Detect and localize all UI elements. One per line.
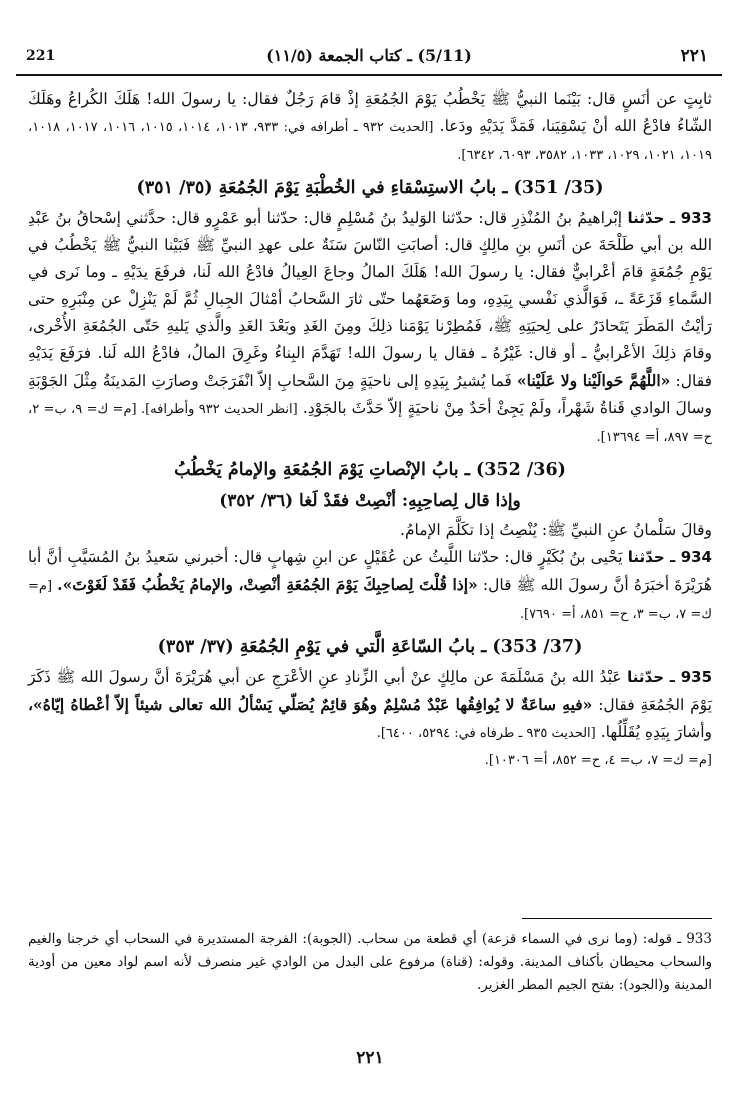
salman-report: وقالَ سَلْمانُ عنِ النبيِّ ﷺ: يُنْصِتُ إذا تكَلَّمَ الإمامُ. [400, 521, 712, 539]
hadith-934-number: 934 ـ حدّثنا [627, 548, 712, 566]
hadith-932-reference: [الحديث ٩٣٢ ـ أطرافه في: ٩٣٣، ١٠١٣، ١٠١٤، ١٠١٥، ١٠١٦، ١٠١٧، ١٠١٨، ١٠١٩، ١٠٢١، ١٠٢٩، ١٠٣٣، ٣٥٨٢، ٦٠٩٣، ٦٣٤٢]. [28, 120, 712, 163]
chapter-heading-352-subtitle: وإذا قال لِصاحِبِهِ: أنْصِتْ فقَدْ لَغا (٣٦/ ٣٥٢) [219, 491, 521, 511]
hadith-934-quote: «إذا قُلْتَ لِصاحِبِكَ يَوْمَ الجُمُعَةِ أنْصِتْ، والإمامُ يَخْطُبُ فَقَدْ لَغَوْتَ». [57, 575, 478, 594]
hadith-935-quote: «فيهِ ساعَةٌ لا يُوافِقُها عَبْدٌ مُسْلِمٌ وهُوَ قائِمٌ يُصَلّي يَسْألُ الله تعالى شيئاً إلاّ أعْطاهُ إيّاهُ»، [28, 695, 593, 714]
hadith-933-text: إبْراهيمُ بنُ المُنْذِرِ قال: حدّثنا الوَليدُ بنُ مُسْلِمٍ قال: حدّثنا أبو عَمْرٍو قال: حدَّثني إسْحاقُ بنُ عَبْدِ الله بن أبي طَلْحَةَ عن أنَسِ بنِ مالِكٍ قال: أصابَتِ النّاسَ سَنَةٌ على عهدِ النبيِّ ﷺ فَبَيْنا النبيُّ ﷺ يَخْطُبُ في يَوْمِ جُمُعَةٍ قامَ أعْرابيٌّ فقال: يا رسولَ الله! هَلَكَ المالُ وجاعَ العِيالُ فادْعُ الله لَنا، فرفَعَ يدَيْهِ ـ وما نَرى في السَّماءِ قَزَعَةً ـ، فَوَالَّذي نَفْسي بِيَدِهِ، وما وَضَعَهُما حتّى ثارَ السَّحابُ أمْثالَ الجِبالِ ثُمَّ لَمْ يَنْزِلْ عن مِنْبَرِهِ حتى رَأيْتُ المَطَرَ يَتَحادَرُ على لِحيَتِهِ ﷺ، فَمُطِرْنا يَوْمَنا ذلِكَ ومِنَ الغَدِ وبَعْدَ الغَدِ والَّذي يَليهِ حَتّى الجُمُعَةِ الأُخْرى، وقامَ ذلِكَ الأعْرابيُّ ـ أو قال: غَيْرُهُ ـ فقال يا رسولَ الله! تَهَدَّمَ البِناءُ وغَرِقَ المالُ، فادْعُ الله لَنا. فرَفَعَ يَدَيْهِ فقال: [28, 209, 712, 390]
chapter-heading-352: (36/ 352) ـ بابُ الإنْصاتِ يَوْمَ الجُمُعَةِ والإمامُ يَخْطُبُ [174, 460, 566, 480]
page-number-footer: ٢٢١ [356, 1048, 384, 1068]
hadith-934-text: يَحْيى بنُ بُكَيْرٍ قال: حدّثنا اللَّيثُ عن عُقَيْلٍ عن ابنِ شِهابٍ قال: أخبرني سَعيدُ بنُ المُسَيَّبِ أنَّ أبا هُرَيْرَةَ أخبَرَهُ أنَّ رسولَ الله ﷺ قال: [28, 548, 712, 594]
paragraph-hadith-933 [28, 205, 712, 451]
hadith-934-reference: [م= ك= ٧، ب= ٣، ح= ٨٥١، أ= ٧٦٩٠]. [28, 579, 712, 622]
page-header [16, 40, 722, 76]
hadith-935-text: عَبْدُ الله بنُ مَسْلَمَةَ عن مالِكٍ عنْ أبي الزِّنادِ عنِ الأعْرَجِ عن أبي هُرَيْرَةَ أنَّ رسولَ الله ﷺ ذَكَرَ يَوْمَ الجُمُعَةِ فقال: [28, 668, 712, 714]
header-page-number-latin: 221 [26, 48, 56, 64]
hadith-935-number: 935 ـ حدّثنا [627, 668, 713, 686]
header-page-number-arabic: ٢٢١ [680, 46, 708, 66]
hadith-932-text: ثابِتٍ عن أنَسٍ قال: بَيْنَما النبيُّ ﷺ يَخْطُبُ يَوْمَ الجُمُعَةِ إذْ قامَ رَجُلٌ فقال: يا رسولَ الله! هَلَكَ الكُراعُ وهَلَكَ الشّاءُ فادْعُ الله أنْ يَسْقِيَنا، فَمَدَّ يَدَيْهِ ودَعا. [28, 90, 713, 135]
footnote-divider [522, 918, 712, 919]
paragraph-hadith-934 [28, 544, 712, 628]
main-text [28, 86, 712, 774]
hadith-933-reference: [انظر الحديث ٩٣٢ وأطرافه]. [م= ك= ٩، ب= ٢، ح= ٨٩٧، أ= ١٣٦٩٤]. [28, 402, 712, 445]
paragraph-hadith-932-end [28, 86, 712, 169]
header-chapter-title: (5/11) ـ كتاب الجمعة (١١/٥) [266, 46, 472, 65]
hadith-933-text-continued: فَما يُشيرُ بِيَدِهِ إلى ناحيَةٍ مِنَ السَّحابِ إلاّ انْفَرَجَتْ وصارَتِ المَدينَةُ مِثْلَ الجَوْبَةِ وسالَ الوادي قَناةُ شَهْراً، ولَمْ يَجِئْ أحَدٌ مِنْ ناحيَةٍ إلاّ حَدَّثَ بالجَوْدِ. [28, 372, 712, 417]
paragraph-hadith-935 [28, 664, 712, 747]
hadith-933-number: 933 ـ حدّثنا [627, 209, 712, 227]
chapter-heading-351: (35/ 351) ـ بابُ الاستِسْقاءِ في الخُطْبَةِ يَوْمَ الجُمُعَةِ (٣٥/ ٣٥١) [136, 178, 604, 198]
hadith-935-reference: [الحديث ٩٣٥ ـ طرفاه في: ٥٢٩٤، ٦٤٠٠]. [376, 726, 596, 741]
hadith-935-text-continued: وأشارَ بِيَدِهِ يُقَلِّلُها. [600, 723, 712, 741]
hadith-935-reference-2: [م= ك= ٧، ب= ٤، ح= ٨٥٢، أ= ١٠٣٠٦]. [484, 753, 712, 768]
chapter-heading-353: (37/ 353) ـ بابُ السّاعَةِ الَّتي في يَوْمِ الجُمُعَةِ (٣٧/ ٣٥٣) [157, 637, 583, 657]
footnote-933: 933 ـ قوله: (وما نرى في السماء قزعة) أي قطعة من سحاب. (الجوبة): الفرجة المستديرة في السحاب أي خرجنا والغيم والسحاب محيطان بأكناف المدينة. وقوله: (قناة) مرفوع على البدل من الوادي غير منصرف لأنه اسم لواد معين من أودية المدينة و(الجود): بفتح الجيم المطر الغزير. [28, 931, 712, 993]
hadith-933-quote: «اللَّهُمَّ حَوالَيْنا ولا عَلَيْنا» [516, 371, 671, 390]
